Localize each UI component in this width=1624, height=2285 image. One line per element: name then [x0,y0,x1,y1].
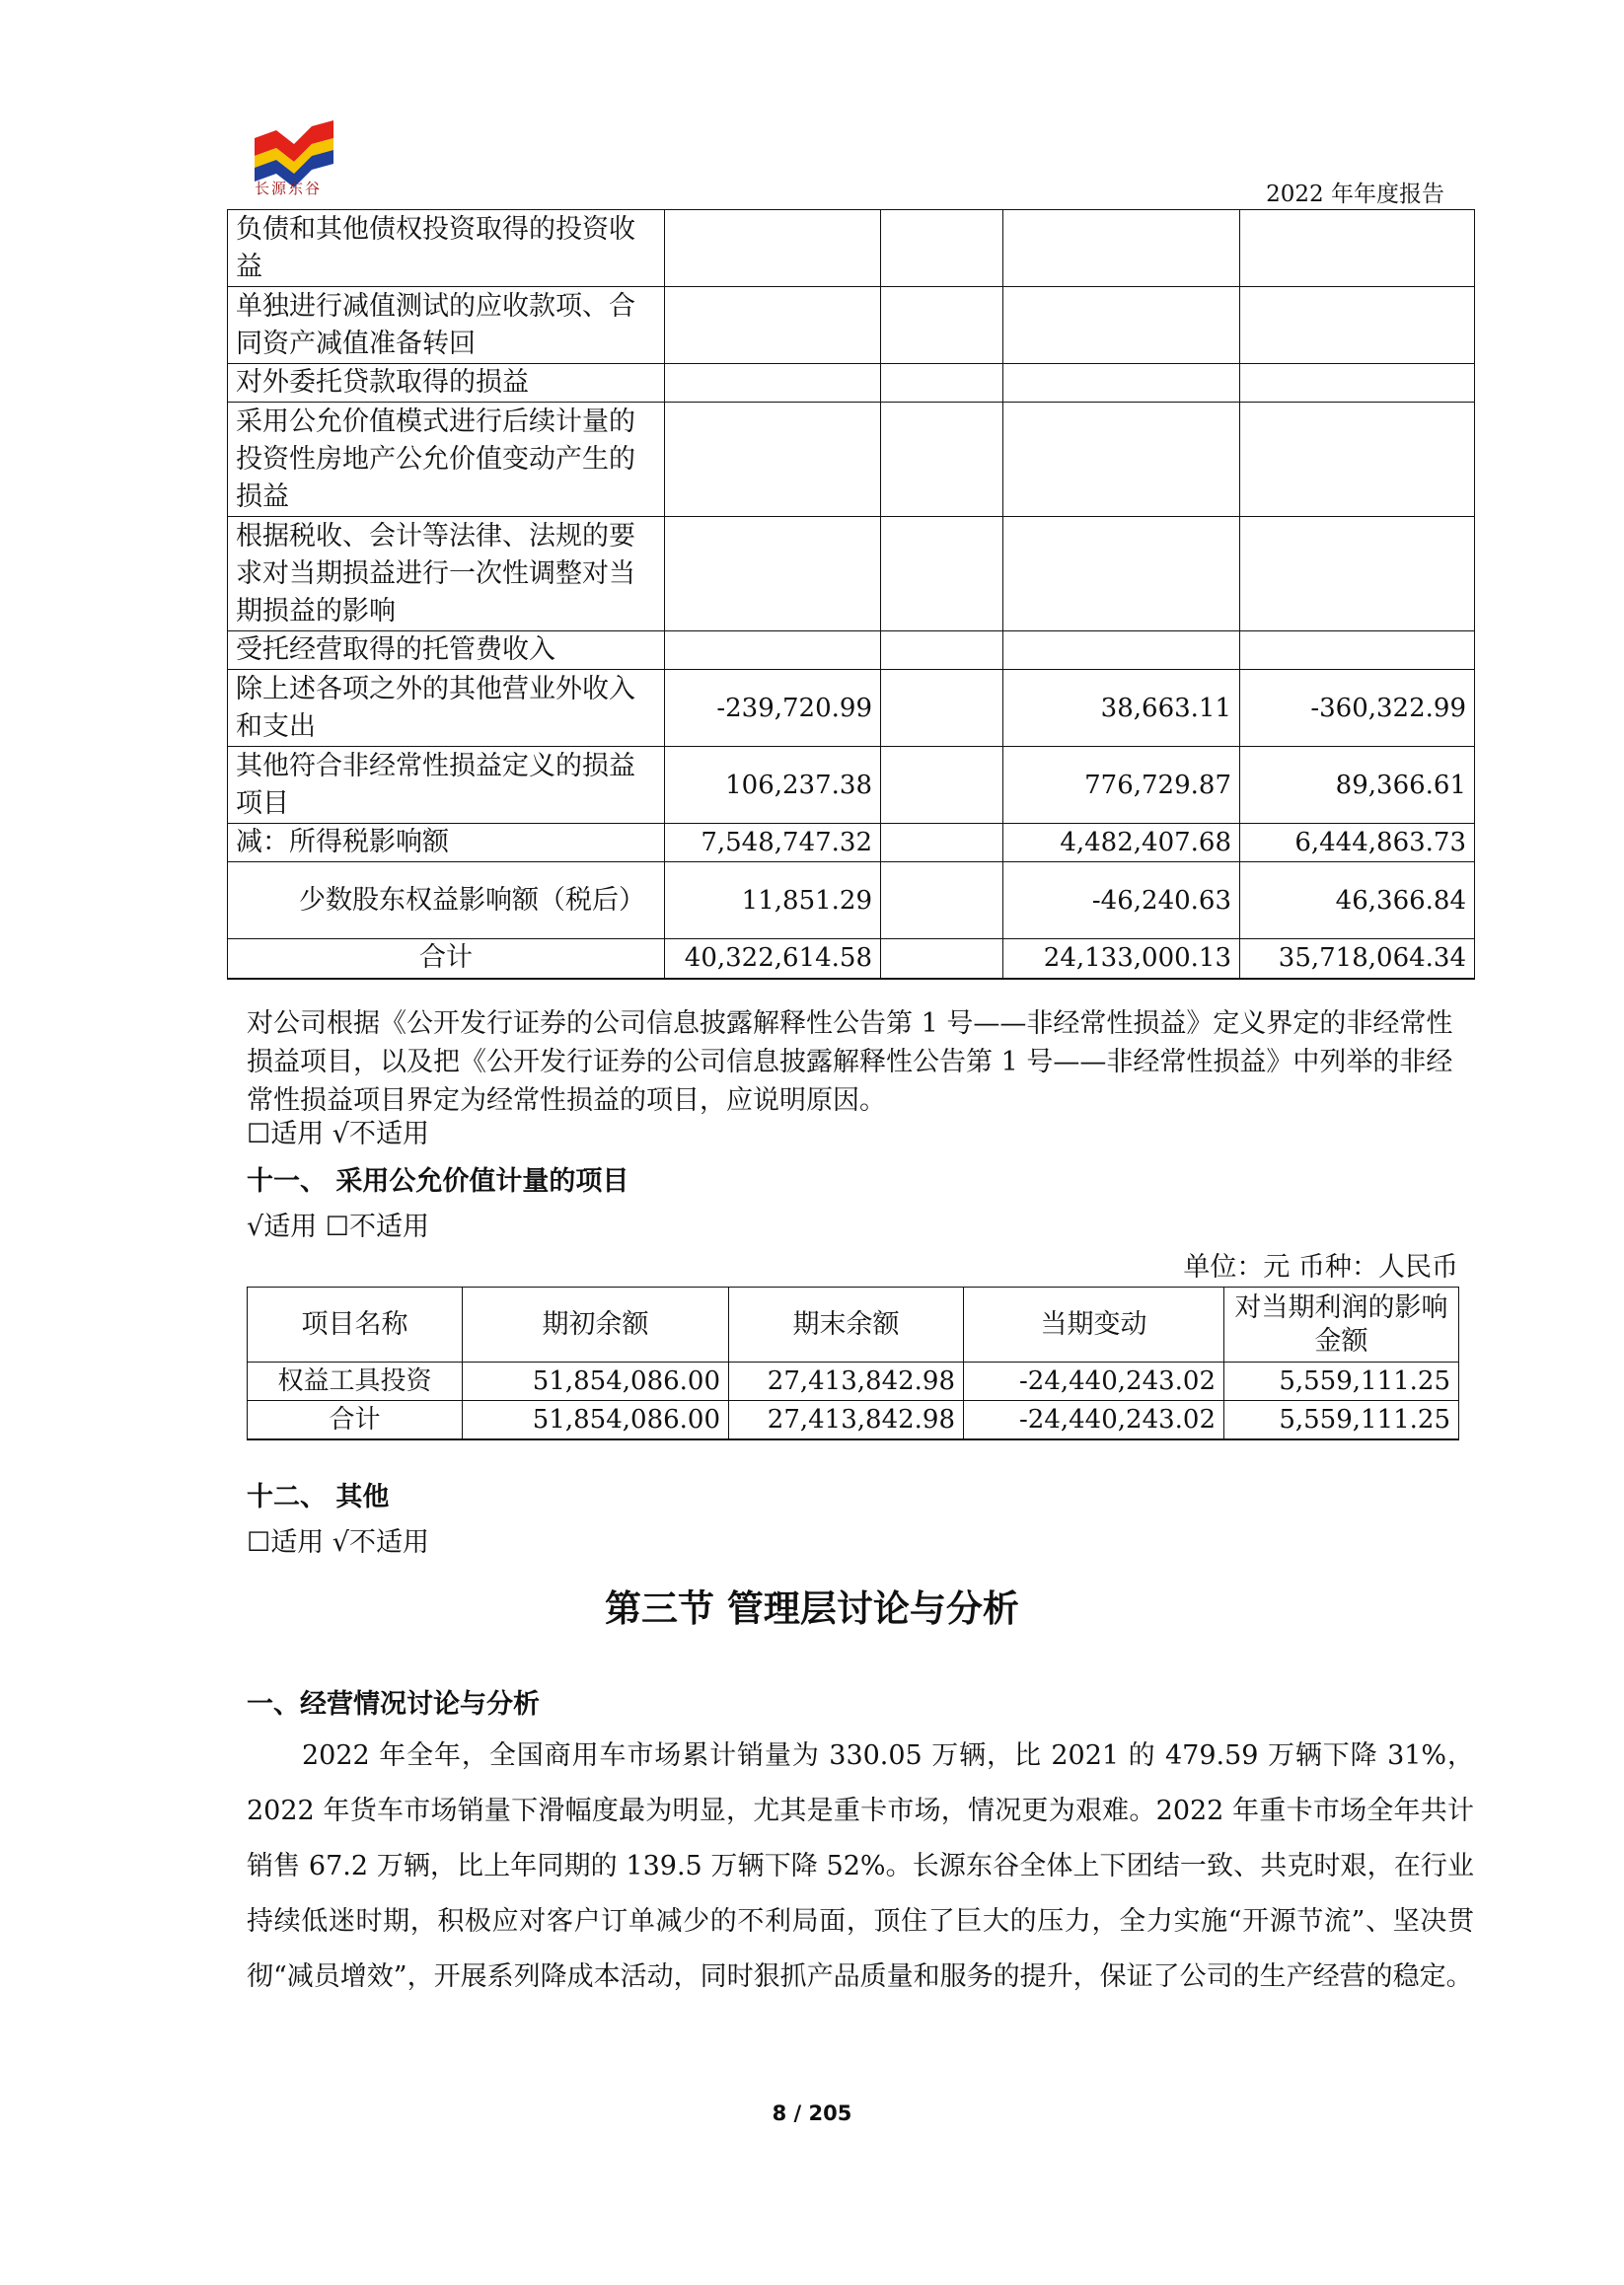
cell [1240,287,1475,364]
cell: 51,854,086.00 [463,1363,729,1401]
cell: 24,133,000.13 [1003,939,1240,979]
cell [665,287,881,364]
page-number: 8 / 205 [772,2101,852,2125]
table-row [228,403,1475,517]
cell: -24,440,243.02 [964,1363,1224,1401]
cell [881,403,1003,517]
cell: -239,720.99 [665,670,881,747]
cell [881,517,1003,631]
cell: 27,413,842.98 [729,1401,964,1440]
row-label: 负债和其他债权投资取得的投资收益 [228,210,665,287]
report-title: 2022 年年度报告 [1266,182,1444,207]
cell [881,364,1003,403]
cell [1240,517,1475,631]
section-12-applicability: ☐适用 √不适用 [247,1527,429,1558]
cell [881,939,1003,979]
chapter-title: 第三节 管理层讨论与分析 [605,1587,1019,1630]
unit-label: 单位：元 币种：人民币 [1183,1252,1458,1283]
cell: 35,718,064.34 [1240,939,1475,979]
cell [1240,631,1475,670]
cell: -360,322.99 [1240,670,1475,747]
row-label: 单独进行减值测试的应收款项、合同资产减值准备转回 [228,287,665,364]
table-row [248,1363,1459,1401]
cell: 6,444,863.73 [1240,824,1475,862]
cell: 776,729.87 [1003,747,1240,824]
cell [665,210,881,287]
row-label: 少数股东权益影响额（税后） [228,862,665,939]
table-row [228,862,1475,939]
cell: -46,240.63 [1003,862,1240,939]
row-label: 受托经营取得的托管费收入 [228,631,665,670]
cell: 27,413,842.98 [729,1363,964,1401]
cell [881,210,1003,287]
row-label: 其他符合非经常性损益定义的损益项目 [228,747,665,824]
col-header: 项目名称 [248,1288,463,1363]
cell [1003,210,1240,287]
row-label: 除上述各项之外的其他营业外收入和支出 [228,670,665,747]
table-row [228,631,1475,670]
cell: 89,366.61 [1240,747,1475,824]
cell [881,747,1003,824]
col-header: 期末余额 [729,1288,964,1363]
section-11-applicability: √适用 ☐不适用 [247,1212,429,1242]
cell [665,631,881,670]
row-label: 合计 [228,939,665,979]
cell [881,862,1003,939]
cell: 46,366.84 [1240,862,1475,939]
cell [665,364,881,403]
cell: -24,440,243.02 [964,1401,1224,1440]
section-12-heading: 十二、 其他 [247,1482,390,1512]
cell [881,287,1003,364]
cell [665,517,881,631]
note-applicability: ☐适用 √不适用 [247,1119,429,1149]
cell: 5,559,111.25 [1224,1401,1459,1440]
table-header-row [248,1288,1459,1363]
cell [881,670,1003,747]
table-row [228,210,1475,287]
table-row [248,1401,1459,1440]
cell: 7,548,747.32 [665,824,881,862]
fair-value-table [247,1287,1459,1440]
table-row [228,670,1475,747]
table-row [228,939,1475,979]
cell [1003,364,1240,403]
cell: 38,663.11 [1003,670,1240,747]
note-paragraph: 对公司根据《公开发行证券的公司信息披露解释性公告第 1 号——非经常性损益》定义界定的非经常性损益项目，以及把《公开发行证券的公司信息披露解释性公告第 1 号——非经常性损益》中列举的非经常性损益项目界定为经常性损益的项目，应说明原因。 [247,1008,1453,1116]
row-label: 采用公允价值模式进行后续计量的投资性房地产公允价值变动产生的损益 [228,403,665,517]
table-row [228,517,1475,631]
cell: 11,851.29 [665,862,881,939]
cell: 106,237.38 [665,747,881,824]
col-header: 期初余额 [463,1288,729,1363]
col-header: 当期变动 [964,1288,1224,1363]
cell [881,631,1003,670]
cell [1003,287,1240,364]
cell: 合计 [248,1401,463,1440]
cell: 4,482,407.68 [1003,824,1240,862]
row-label: 根据税收、会计等法律、法规的要求对当期损益进行一次性调整对当期损益的影响 [228,517,665,631]
table-row [228,287,1475,364]
cell [665,403,881,517]
section-11-heading: 十一、 采用公允价值计量的项目 [247,1166,629,1197]
cell: 51,854,086.00 [463,1401,729,1440]
table-row [228,747,1475,824]
cell: 40,322,614.58 [665,939,881,979]
logo-text: 长源东谷 [255,180,323,197]
cell: 5,559,111.25 [1224,1363,1459,1401]
cell [1003,631,1240,670]
part-1-body: 2022 年全年，全国商用车市场累计销量为 330.05 万辆，比 2021 的 479.59 万辆下降 31%，2022 年货车市场销量下滑幅度最为明显，尤其是重卡市场，情况更为艰难。2022 年重卡市场全年共计销售 67.2 万辆，比上年同期的 139.5 万辆下降 52%。长源东谷全体上下团结一致、共克时艰，在行业持续低迷时期，积极应对客户订单减少的不利局面，顶住了巨大的压力，全力实施“开源节流”、坚决贯彻“减员增效”，开展系列降成本活动，同时狠抓产品质量和服务的提升，保证了公司的生产经营的稳定。 [247,1740,1474,1992]
table-row [228,364,1475,403]
cell: 权益工具投资 [248,1363,463,1401]
non-recurring-gains-table [227,209,1475,980]
cell [1003,403,1240,517]
part-1-heading: 一、经营情况讨论与分析 [247,1689,540,1720]
cell [1003,517,1240,631]
row-label: 对外委托贷款取得的损益 [228,364,665,403]
table-row [228,824,1475,862]
row-label: 减：所得税影响额 [228,824,665,862]
cell [1240,403,1475,517]
cell [1240,210,1475,287]
cell [881,824,1003,862]
cell [1240,364,1475,403]
col-header: 对当期利润的影响金额 [1224,1288,1459,1363]
